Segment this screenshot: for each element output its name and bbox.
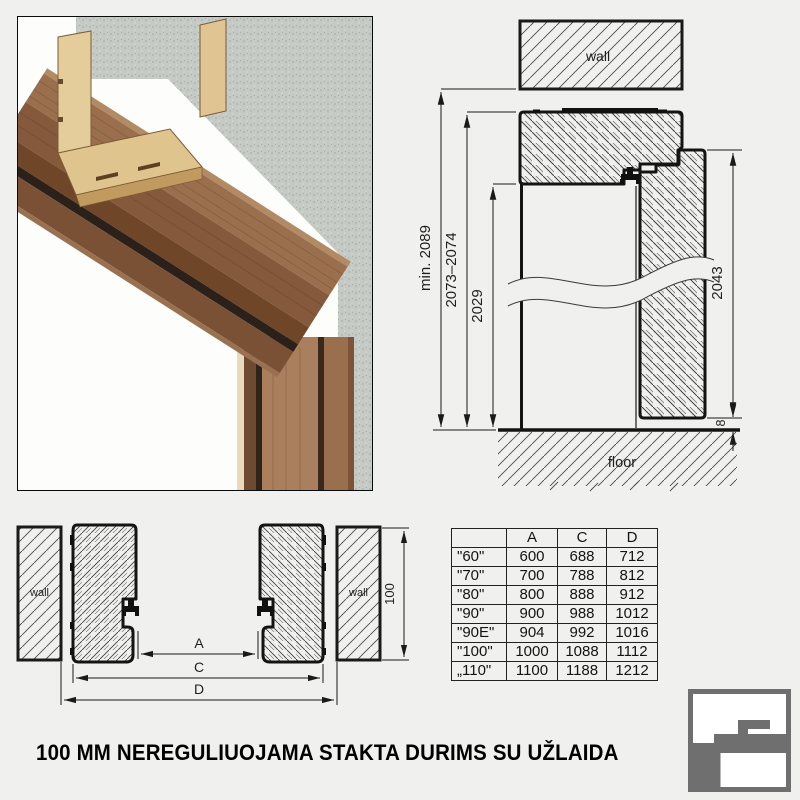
dim-clear-opening: 2029 <box>469 289 486 323</box>
dim-total-min: min. 2089 <box>417 225 434 291</box>
value-d: 712 <box>607 548 658 567</box>
floor-label: floor <box>607 455 637 471</box>
horizontal-section-drawing <box>10 515 415 720</box>
frame-top-tongue <box>562 108 658 113</box>
value-c: 1188 <box>558 662 607 681</box>
dim-a-label: A <box>194 635 204 651</box>
value-a: 700 <box>507 567 558 586</box>
table-row <box>452 662 658 681</box>
table-row <box>452 548 658 567</box>
wall-left-label: wall <box>30 587 49 599</box>
vertical-section-drawing <box>400 0 760 500</box>
value-c: 1088 <box>558 643 607 662</box>
value-d: 1016 <box>607 624 658 643</box>
header-c: C <box>558 529 607 548</box>
value-d: 1012 <box>607 605 658 624</box>
value-a: 904 <box>507 624 558 643</box>
wall-right-label: wall <box>349 587 368 599</box>
dim-frame-depth: 100 <box>382 583 397 605</box>
table-header-row <box>452 529 658 548</box>
wall-label: wall <box>585 48 611 64</box>
value-a: 800 <box>507 586 558 605</box>
value-c: 988 <box>558 605 607 624</box>
value-c: 788 <box>558 567 607 586</box>
dim-door-leaf: 2043 <box>709 266 726 300</box>
value-c: 992 <box>558 624 607 643</box>
page-title: 100 MM NEREGULIUOJAMA STAKTA DURIMS SU UŽLAIDA <box>36 740 619 765</box>
logo-bar <box>714 734 789 753</box>
size-name: "90" <box>452 605 507 624</box>
size-name: "60" <box>452 548 507 567</box>
frame-top-notch <box>533 110 540 113</box>
dim-floor-gap: 8 <box>714 419 728 427</box>
frame-corner-photo <box>17 16 373 491</box>
value-d: 812 <box>607 567 658 586</box>
logo-step-connector <box>738 727 748 736</box>
value-d: 1112 <box>607 643 658 662</box>
value-a: 900 <box>507 605 558 624</box>
frame-top-notch <box>657 110 667 113</box>
dim-c-label: C <box>193 659 205 675</box>
table-row <box>452 643 658 662</box>
value-a: 600 <box>507 548 558 567</box>
header-d: D <box>607 529 658 548</box>
header-a: A <box>507 529 558 548</box>
manufacturer-logo <box>688 689 791 792</box>
frame-seal <box>122 599 139 616</box>
value-a: 1000 <box>507 643 558 662</box>
frame-corner-render <box>18 17 372 490</box>
size-name: „110" <box>452 662 507 681</box>
size-name: "70" <box>452 567 507 586</box>
frame-profile-right <box>257 525 326 662</box>
size-table <box>451 528 658 681</box>
value-d: 912 <box>607 586 658 605</box>
value-a: 1100 <box>507 662 558 681</box>
size-name: "90E" <box>452 624 507 643</box>
frame-profile-left <box>70 525 139 662</box>
table-row <box>452 605 658 624</box>
table-row <box>452 624 658 643</box>
size-name: "100" <box>452 643 507 662</box>
dim-frame-outer: 2073–2074 <box>443 232 460 308</box>
value-d: 1212 <box>607 662 658 681</box>
value-c: 888 <box>558 586 607 605</box>
table-row <box>452 586 658 605</box>
size-name: "80" <box>452 586 507 605</box>
table-row <box>452 567 658 586</box>
value-c: 688 <box>558 548 607 567</box>
dim-d-label: D <box>193 681 205 697</box>
header-blank <box>452 529 507 548</box>
